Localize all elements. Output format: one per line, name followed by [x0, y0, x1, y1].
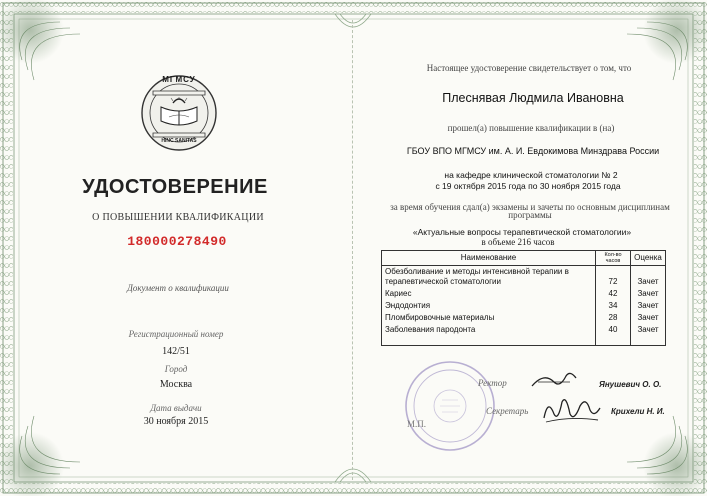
city-value: Москва: [159, 379, 193, 390]
rector-signature: [530, 368, 580, 390]
subject-name-line2: терапевтической стоматологии: [385, 277, 501, 286]
subject-name: Пломбировочные материалы: [382, 312, 596, 324]
exams-text-line1: за время обучения сдал(а) экзамены и зачеты по основным дисциплинам: [390, 202, 670, 212]
col-hours-header: [596, 251, 631, 266]
document-title: УДОСТОВЕРЕНИЕ: [82, 176, 268, 198]
page-fold: [352, 20, 354, 480]
program-title: «Актуальные вопросы терапевтической стоматологии»: [412, 227, 632, 237]
subject-hours: 34: [596, 300, 631, 312]
subject-name: Кариес: [382, 288, 596, 300]
department-name: на кафедре клинической стоматологии № 2: [444, 170, 618, 180]
rector-label: Ректор: [478, 378, 507, 388]
subject-hours: 42: [596, 288, 631, 300]
exams-text-line2: программы: [508, 210, 552, 220]
program-volume: в объеме 216 часов: [481, 237, 555, 247]
stamp-label: М.П.: [407, 419, 427, 429]
person-name: Плеснявая Людмила Ивановна: [442, 91, 624, 105]
issue-date: 30 ноября 2015: [143, 416, 209, 427]
official-stamp: [402, 358, 498, 454]
col-hours-header-line1: Кол-во: [604, 252, 622, 258]
grades-table: [381, 250, 666, 346]
training-period: с 19 октября 2015 года по 30 ноября 2015 года: [435, 181, 621, 191]
table-row: [382, 266, 666, 289]
table-row: [382, 288, 666, 300]
table-row: [382, 300, 666, 312]
subject-grade: Зачет: [631, 312, 666, 324]
organization-name: ГБОУ ВПО МГМСУ им. А. И. Евдокимова Минздрава России: [406, 146, 660, 156]
secretary-name: Крихели Н. И.: [611, 407, 665, 416]
subject-hours: 28: [596, 312, 631, 324]
table-row: [382, 312, 666, 324]
subject-name: [382, 266, 596, 289]
emblem-text: МГМСУ: [162, 75, 196, 84]
passed-text: прошел(а) повышение квалификации в (на): [447, 123, 615, 133]
subject-name-line1: Обезболивание и методы интенсивной терапии в: [385, 267, 569, 276]
subject-hours: 40: [596, 324, 631, 346]
table-row: [382, 324, 666, 346]
subject-grade: Зачет: [631, 300, 666, 312]
col-name-header: Наименование: [382, 251, 596, 266]
issue-date-label: Дата выдачи: [150, 403, 202, 413]
emblem-motto: HINC SANITAS: [161, 138, 197, 144]
document-type: Документ о квалификации: [127, 283, 229, 293]
secretary-label: Секретарь: [486, 406, 529, 416]
subject-grade: Зачет: [631, 266, 666, 289]
rector-name: Янушевич О. О.: [599, 380, 662, 389]
subject-hours: 72: [596, 266, 631, 289]
document-subtitle: О ПОВЫШЕНИИ КВАЛИФИКАЦИИ: [92, 212, 264, 223]
col-grade-header: Оценка: [631, 251, 666, 266]
subject-grade: Зачет: [631, 288, 666, 300]
grades-header-row: [382, 251, 666, 266]
subject-name: Заболевания пародонта: [382, 324, 596, 346]
subject-grade: Зачет: [631, 324, 666, 346]
secretary-signature: [540, 392, 602, 426]
col-hours-header-line2: часов: [605, 258, 621, 264]
intro-text: Настоящее удостоверение свидетельствует о том, что: [426, 63, 632, 73]
serial-number: 180000278490: [127, 234, 227, 249]
registration-number: 142/51: [162, 346, 190, 357]
registration-label: Регистрационный номер: [128, 329, 224, 339]
subject-name: Эндодонтия: [382, 300, 596, 312]
city-label: Город: [164, 364, 188, 374]
